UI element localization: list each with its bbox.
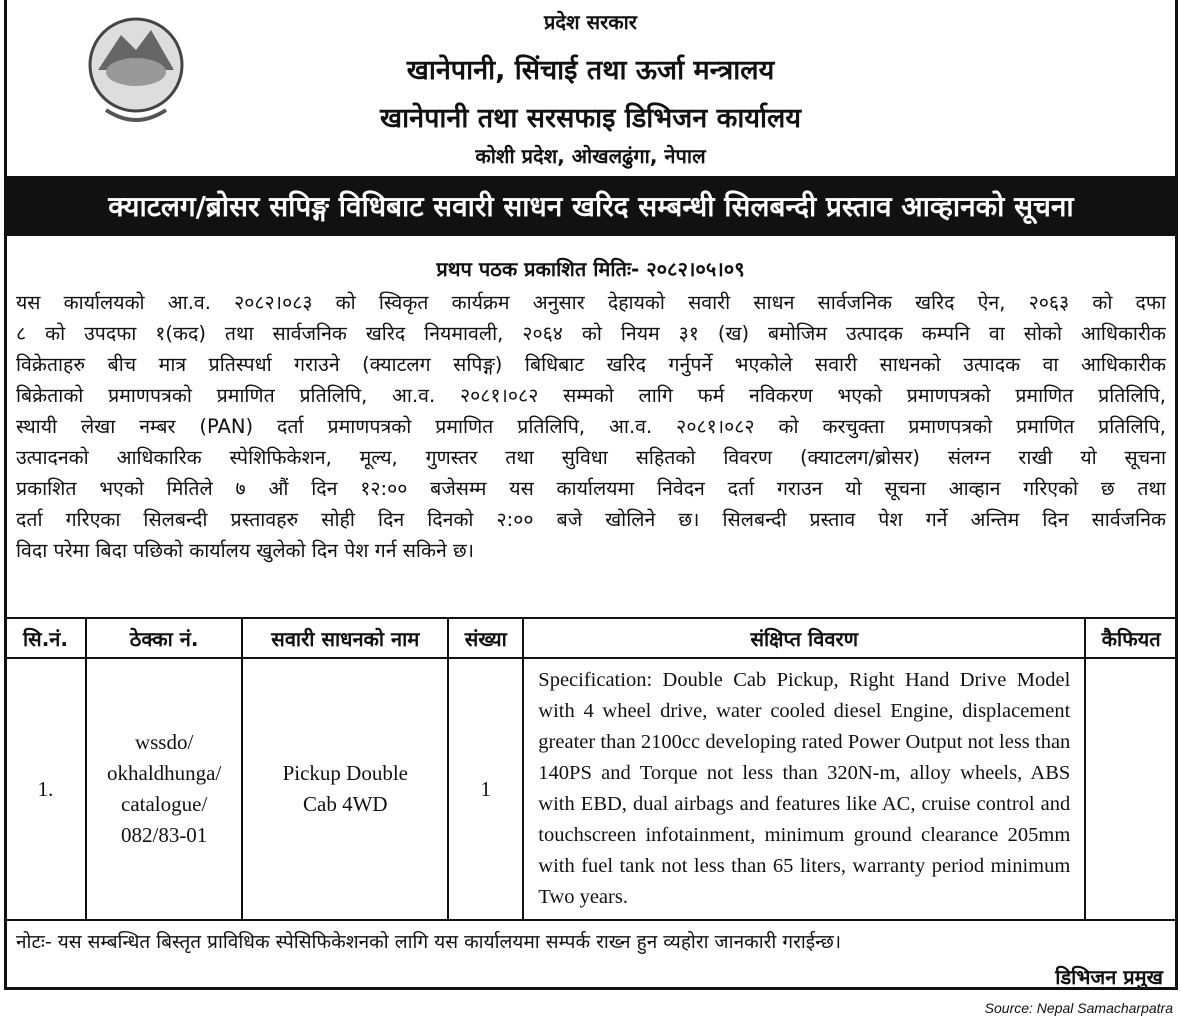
body-line: विदा परेमा बिदा पछिको कार्यालय खुलेको दिन पेश गर्न सकिने छ। [16, 539, 475, 562]
notice-title-banner: क्याटलग/ब्रोसर सपिङ्ग विधिबाट सवारी साधन खरिद सम्बन्धी सिलबन्दी प्रस्ताव आव्हानको सूचना [4, 176, 1178, 236]
body-line: यस कार्यालयको आ.व. २०८२।०८३ को स्विकृत कार्यक्रम अनुसार देहायको सवारी साधन सार्वजनिक खरिद ऐन, २०६३ को दफा [16, 291, 1166, 314]
procurement-table [4, 617, 1178, 921]
notice-body [16, 287, 1166, 566]
note: नोटः- यस सम्बन्धित बिस्तृत प्राविधिक स्पेसिफिकेशनको लागि यस कार्यालयमा सम्पर्क राख्न हुन व्यहोरा जानकारी गराईन्छ। [16, 931, 842, 953]
signature-title: डिभिजन प्रमुख [1055, 965, 1163, 989]
body-line: प्रकाशित भएको मितिले ७ औं दिन १२:०० बजेसम्म यस कार्यालयमा निवेदन दर्ता गराउन यो सूचना आव्हान गरिएको छ तथा [16, 477, 1166, 500]
header-vehicle-name: सवारी साधनको नाम [242, 618, 448, 658]
header-remarks: कैफियत [1085, 618, 1177, 658]
header-address: कोशी प्रदेश, ओखलढुंगा, नेपाल [475, 144, 706, 168]
cell-quantity: 1 [448, 658, 523, 920]
header-ministry: खानेपानी, सिंचाई तथा ऊर्जा मन्त्रालय [406, 55, 775, 86]
header-office: खानेपानी तथा सरसफाइ डिभिजन कार्यालय [380, 103, 801, 134]
publish-date: प्रथप पठक प्रकाशित मितिः- २०८२।०५।०९ [436, 257, 745, 281]
cell-contract-no: wssdo/ okhaldhunga/ catalogue/ 082/83-01 [86, 658, 242, 920]
cell-sn: 1. [5, 658, 86, 920]
table-row [5, 658, 1177, 920]
body-line: दर्ता गरिएका सिलबन्दी प्रस्तावहरु सोही दिन दिनको २:०० बजे खोलिने छ। सिलबन्दी प्रस्ताव पेश गर्ने अन्तिम दिन सार्वजनिक [16, 508, 1166, 531]
body-line: उत्पादनको आधिकारिक स्पेशिफिकेशन, मूल्य, गुणस्तर तथा सुविधा सहितको विवरण (क्याटलग/ब्रोसर) संलग्न राखी यो सूचना [16, 446, 1166, 469]
cell-remarks [1085, 658, 1177, 920]
header-quantity: संख्या [448, 618, 523, 658]
table-header-row [5, 618, 1177, 658]
body-line: बिक्रेताको प्रमाणपत्रको प्रमाणित प्रतिलिपि, आ.व. २०८१।०८२ सम्मको लागि फर्म नविकरण भएको प्रमाणपत्रको प्रमाणित प्रतिलिपि, [16, 384, 1166, 407]
source-credit: Source: Nepal Samacharpatra [984, 1000, 1173, 1016]
header-province: प्रदेश सरकार [544, 10, 637, 34]
body-line: विक्रेताहरु बीच मात्र प्रतिस्पर्धा गराउने (क्याटलग सपिङ्ग) बिधिबाट खरिद गर्नुपर्ने भएकोले सवारी साधनको उत्पादक वा आधिकारीक [16, 353, 1166, 376]
header-description: संक्षिप्त विवरण [523, 618, 1085, 658]
cell-vehicle-name: Pickup Double Cab 4WD [242, 658, 448, 920]
body-line: स्थायी लेखा नम्बर (PAN) दर्ता प्रमाणपत्रको प्रमाणित प्रतिलिपि, आ.व. २०८१।०८२ को करचुक्ता प्रमाणपत्रको प्रमाणित प्रतिलिपि, [16, 415, 1166, 438]
header-contract-no: ठेक्का नं. [86, 618, 242, 658]
body-line: ८ को उपदफा १(कद) तथा सार्वजनिक खरिद नियमावली, २०६४ को नियम ३१ (ख) बमोजिम उत्पादक कम्पनि वा सोको आधिकारीक [16, 322, 1166, 345]
cell-description: Specification: Double Cab Pickup, Right Hand Drive Model with 4 wheel drive, water cooled diesel Engine, displacement greater than 2100cc developing rated Power Output not less than 140PS and Torque not less than 320N-m, alloy wheels, ABS with EBD, dual airbags and features like AC, cruise control and touchscreen infotainment, minimum ground clearance 205mm with fuel tank not less than 65 liters, warranty period minimum Two years. [523, 658, 1085, 920]
header-sn: सि.नं. [5, 618, 86, 658]
